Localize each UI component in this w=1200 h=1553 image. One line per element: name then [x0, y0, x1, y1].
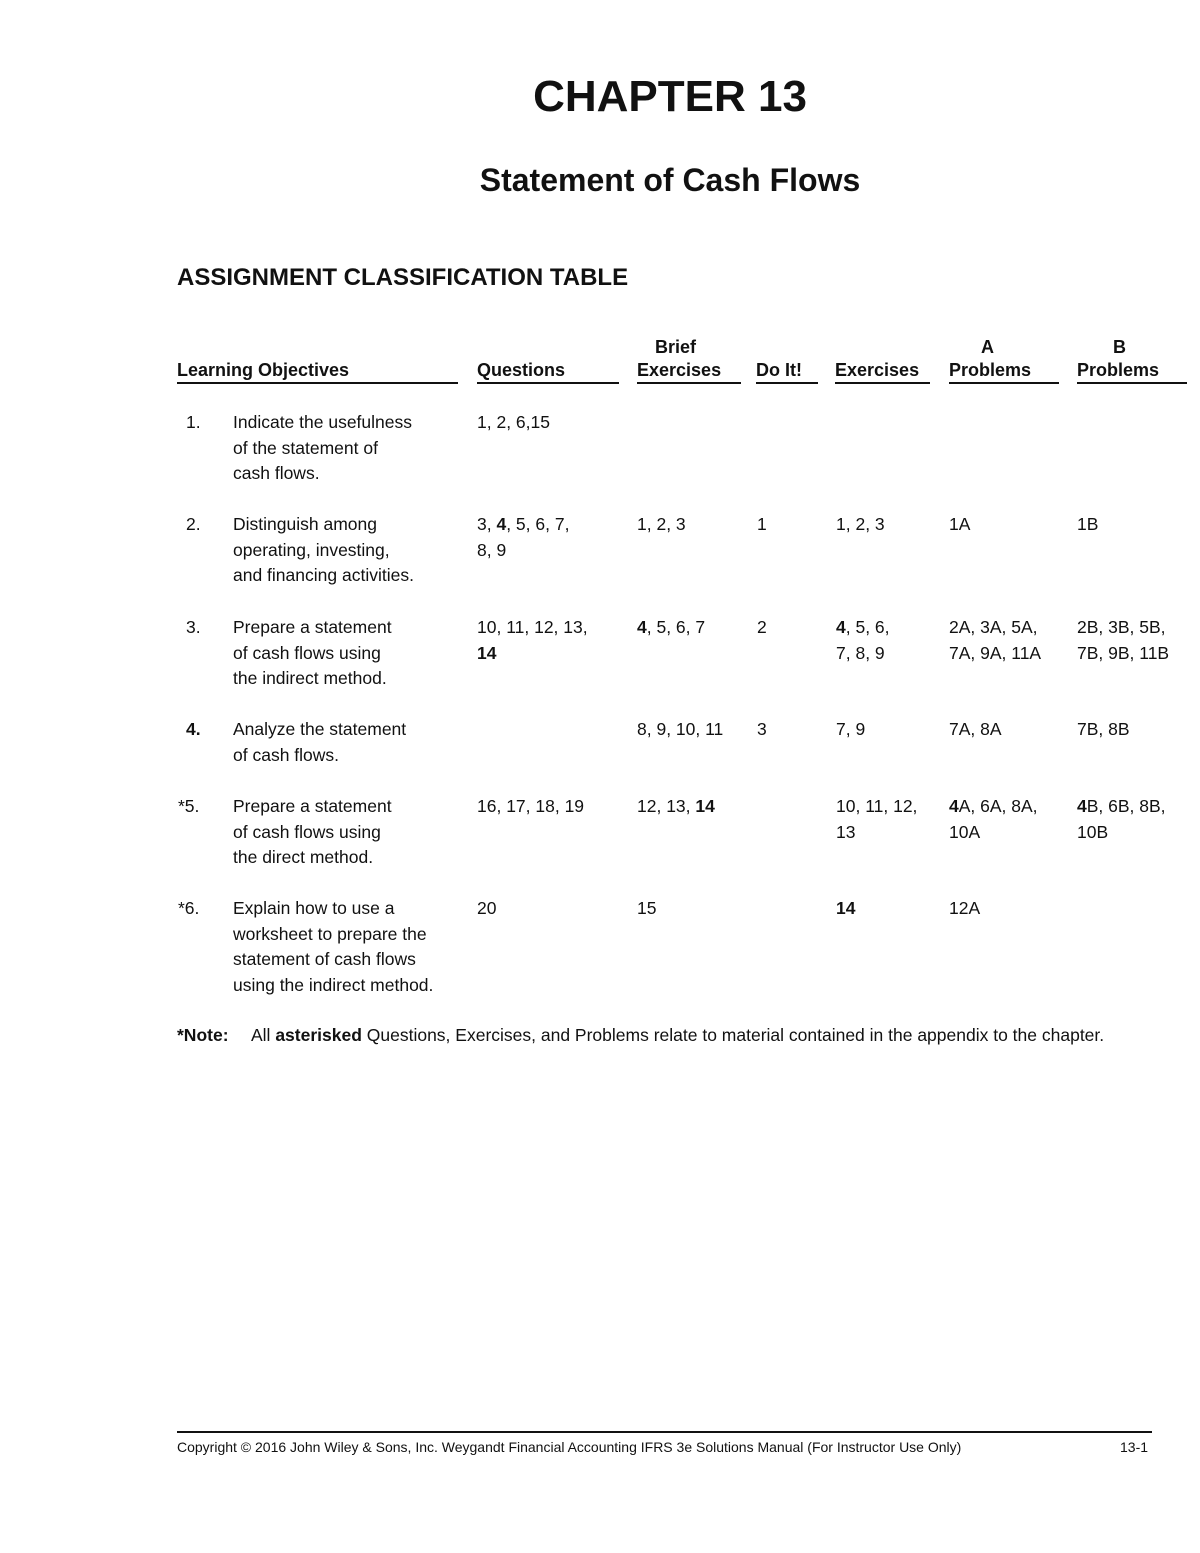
questions-cell: 1, 2, 6,15	[477, 412, 550, 432]
header-exercises: Exercises	[835, 358, 930, 384]
brief-exercises-cell: 1, 2, 3	[637, 514, 686, 534]
b-problems-cell: 7B, 8B	[1077, 719, 1130, 739]
brief-exercises-cell: 12, 13, 14	[637, 796, 715, 816]
questions-cell: 16, 17, 18, 19	[477, 796, 585, 816]
brief-exercises-cell: 8, 9, 10, 11	[637, 719, 724, 739]
header-b-problems: Problems	[1077, 358, 1187, 384]
objective-text: Distinguish among operating, investing, and financing activities.	[233, 514, 414, 585]
header-learning-objectives: Learning Objectives	[177, 358, 458, 384]
b-problems-cell: 1B	[1077, 514, 1099, 534]
header-questions: Questions	[477, 358, 619, 384]
exercises-cell: 1, 2, 3	[836, 514, 885, 534]
header-a-top: A	[981, 337, 994, 357]
questions-cell: 10, 11, 12, 13, 14	[477, 617, 588, 663]
header-do-it: Do It!	[756, 358, 818, 384]
objective-text: Prepare a statement of cash flows using the direct method.	[233, 796, 392, 867]
objective-number: 4.	[186, 719, 201, 739]
exercises-cell: 10, 11, 12, 13	[836, 796, 918, 842]
do-it-cell: 3	[757, 719, 767, 739]
header-brief-top: Brief	[655, 337, 697, 357]
objective-number: 1.	[186, 412, 201, 432]
brief-exercises-cell: 4, 5, 6, 7	[637, 617, 706, 637]
objective-text: Explain how to use a worksheet to prepare the statement of cash flows using the indirect method.	[233, 898, 434, 995]
a-problems-cell: 2A, 3A, 5A, 7A, 9A, 11A	[949, 617, 1042, 663]
exercises-cell: 4, 5, 6, 7, 8, 9	[836, 617, 890, 663]
page-number: 13-1	[1120, 1439, 1149, 1455]
objective-number: 2.	[186, 514, 201, 534]
a-problems-cell: 12A	[949, 898, 981, 918]
header-a-problems: Problems	[949, 358, 1059, 384]
appendix-note	[177, 1023, 1162, 1049]
chapter-subtitle: Statement of Cash Flows	[479, 162, 861, 198]
b-problems-cell: 2B, 3B, 5B, 7B, 9B, 11B	[1077, 617, 1170, 663]
objective-text: Prepare a statement of cash flows using the indirect method.	[233, 617, 392, 688]
questions-cell: 3, 4, 5, 6, 7, 8, 9	[477, 514, 570, 560]
exercises-cell: 14	[836, 898, 856, 918]
a-problems-cell: 7A, 8A	[949, 719, 1002, 739]
footer-rule	[177, 1431, 1152, 1433]
note-label: *Note:	[177, 1025, 229, 1045]
exercises-cell: 7, 9	[836, 719, 866, 739]
footer-copyright: Copyright © 2016 John Wiley & Sons, Inc. Weygandt Financial Accounting IFRS 3e Solutions Manual (For Instructor Use Only)	[177, 1439, 962, 1455]
b-problems-cell: 4B, 6B, 8B, 10B	[1077, 796, 1166, 842]
objective-text: Analyze the statement of cash flows.	[233, 719, 407, 765]
brief-exercises-cell: 15	[637, 898, 657, 918]
a-problems-cell: 1A	[949, 514, 971, 534]
questions-cell: 20	[477, 898, 497, 918]
note-bold-word: asterisked	[275, 1025, 362, 1045]
do-it-cell: 2	[757, 617, 767, 637]
objective-number: *5.	[178, 796, 200, 816]
header-brief-exercises: Exercises	[637, 358, 741, 384]
section-heading: ASSIGNMENT CLASSIFICATION TABLE	[177, 264, 629, 291]
header-b-top: B	[1113, 337, 1126, 357]
objective-text: Indicate the usefulness of the statement of cash flows.	[233, 412, 413, 483]
chapter-title: CHAPTER 13	[533, 72, 807, 121]
objective-number: 3.	[186, 617, 201, 637]
objective-number: *6.	[178, 898, 200, 918]
note-text: All asterisked Questions, Exercises, and Problems relate to material contained in the appendix to the chapter.	[251, 1025, 1105, 1045]
a-problems-cell: 4A, 6A, 8A, 10A	[949, 796, 1038, 842]
do-it-cell: 1	[757, 514, 767, 534]
